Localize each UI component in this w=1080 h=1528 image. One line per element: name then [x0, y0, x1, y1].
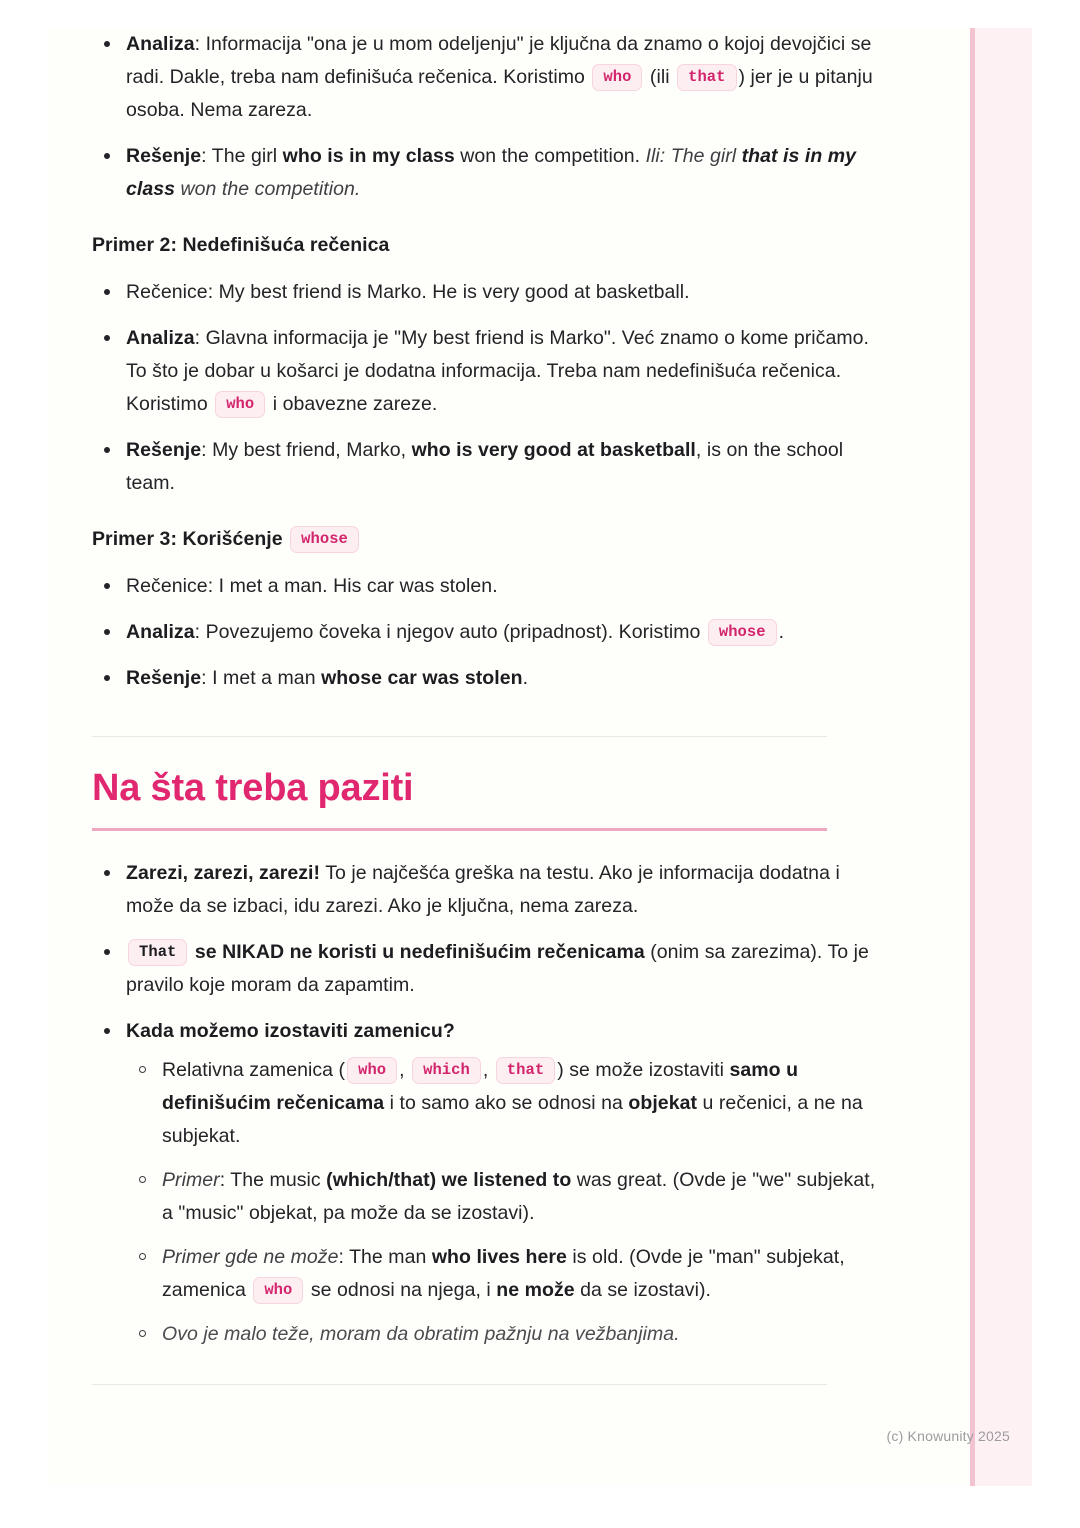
resenje-bold-a: whose car was stolen	[321, 667, 523, 689]
that-rule-bold: se NIKAD ne koristi u nedefinišućim rečenicama	[189, 940, 645, 963]
code-chip-that: that	[677, 64, 736, 91]
resenje-bold-a: who is very good at basketball	[411, 439, 696, 461]
resenje-label: Rešenje	[126, 145, 202, 167]
recenice-text: My best friend is Marko. He is very good at basketball.	[218, 281, 690, 303]
primer-ne-moze-label: Primer gde ne može	[162, 1245, 339, 1268]
analiza-text-b: (ili	[644, 66, 676, 88]
list-item	[92, 434, 882, 500]
resenje-label: Rešenje	[126, 439, 202, 461]
zarezi-bold: Zarezi, zarezi, zarezi!	[126, 861, 321, 884]
list-item	[126, 1164, 882, 1230]
analiza-text: Informacija "ona je u mom odeljenju" je ključna da znamo o kojoj devojčici se radi. Dakle, treba nam definišuća rečenica. Koristimo	[126, 33, 872, 88]
analiza-text-b: .	[778, 621, 785, 643]
right-margin-rule	[970, 28, 975, 1486]
sub3-text-d: da se izostavi).	[574, 1278, 711, 1301]
example2-analiza	[126, 322, 882, 421]
sub-item-primer-ne-moze	[162, 1241, 882, 1307]
resenje-text-a: I met a man	[212, 667, 322, 689]
sub1-text-d: u rečenici, a ne na subjekat.	[162, 1091, 863, 1147]
sub2-bold-a: (which/that) we listened to	[326, 1168, 572, 1191]
sub3-text-b: is old. (Ovde je "man" subjekat, zamenica	[162, 1245, 845, 1301]
colon: :	[201, 667, 213, 689]
colon: :	[194, 621, 206, 643]
sub3-text-a: : The man	[338, 1245, 432, 1268]
sub1-sep1: ,	[399, 1058, 411, 1081]
code-chip-who: who	[592, 64, 642, 91]
example2-recenice	[126, 276, 882, 309]
analiza-label: Analiza	[126, 33, 195, 55]
example3-heading-text: Primer 3: Korišćenje	[92, 528, 289, 550]
item-izostaviti	[126, 1015, 882, 1048]
zarezi-text: To je najčešća greška na testu. Ako je informacija dodatna i može da se izbaci, idu zarezi. Ako je ključna, nema zareza.	[126, 861, 840, 917]
example1-analiza	[126, 28, 882, 127]
sub1-sep2: ,	[482, 1058, 494, 1081]
example3-list	[92, 570, 882, 695]
analiza-label: Analiza	[126, 327, 195, 349]
resenje-bold-a: who is in my class	[282, 145, 455, 167]
that-rule-text: (onim sa zarezima). To je pravilo koje moram da zapamtim.	[126, 940, 869, 996]
resenje-text-b: .	[522, 667, 529, 689]
list-item	[126, 1318, 882, 1351]
list-item	[92, 662, 882, 695]
sub-item-primer	[162, 1164, 882, 1230]
resenje-italic-a: Ili: The girl	[645, 145, 742, 167]
example3-heading	[92, 524, 882, 554]
list-item	[92, 857, 882, 923]
document-content	[92, 28, 882, 1486]
section-title-rule	[92, 828, 827, 831]
colon: :	[194, 327, 206, 349]
footer-copyright: (c) Knowunity 2025	[886, 1428, 1010, 1444]
sub-item-relativna	[162, 1054, 882, 1153]
code-chip-that: That	[128, 939, 187, 966]
resenje-italic-b: won the competition.	[175, 178, 361, 200]
example2-list	[92, 276, 882, 500]
izostaviti-heading: Kada možemo izostaviti zamenicu?	[126, 1019, 455, 1042]
list-item	[92, 1015, 882, 1351]
list-item	[92, 28, 882, 127]
item-zarezi	[126, 857, 882, 923]
sub1-bold-b: objekat	[628, 1091, 698, 1114]
sub2-text-a: : The music	[219, 1168, 327, 1191]
list-item	[92, 570, 882, 603]
list-item	[92, 322, 882, 421]
list-item	[92, 140, 882, 206]
resenje-text-b: won the competition.	[454, 145, 646, 167]
recenice-label: Rečenice:	[126, 281, 219, 303]
sub3-bold-b: ne može	[496, 1278, 575, 1301]
resenje-text-a: My best friend, Marko,	[212, 439, 412, 461]
code-chip-whose: whose	[708, 619, 777, 646]
code-chip-whose: whose	[290, 526, 359, 553]
example2-heading: Primer 2: Nedefinišuća rečenica	[92, 234, 390, 256]
example3-resenje	[126, 662, 882, 695]
sub2-text-b: was great. (Ovde je "we" subjekat, a "music" objekat, pa može da se izostavi).	[162, 1168, 876, 1224]
code-chip-who: who	[253, 1277, 303, 1304]
resenje-text-a: The girl	[211, 145, 283, 167]
right-margin-strip	[975, 28, 1032, 1486]
resenje-text-b: , is on the school team.	[126, 439, 844, 494]
code-chip-who: who	[347, 1057, 397, 1084]
sub1-text-a: Relativna zamenica (	[162, 1058, 346, 1081]
sub1-bold-a: samo u definišućim rečenicama	[162, 1058, 799, 1114]
code-chip-which: which	[412, 1057, 481, 1084]
resenje-label: Rešenje	[126, 667, 202, 689]
colon: :	[201, 145, 212, 167]
recenice-label: Rečenice:	[126, 575, 219, 597]
resenje-bolditalic-a: that is in my class	[126, 145, 857, 200]
code-chip-that: that	[496, 1057, 555, 1084]
section-list	[92, 857, 882, 1351]
izostaviti-sublist	[126, 1054, 882, 1351]
sub1-text-c: i to samo ako se odnosi na	[384, 1091, 629, 1114]
analiza-text-c: ) jer je u pitanju osoba. Nema zareza.	[126, 66, 873, 121]
example3-analiza	[126, 616, 882, 649]
example1-resenje	[126, 140, 882, 206]
example1-list	[92, 28, 882, 206]
recenice-text: I met a man. His car was stolen.	[218, 575, 498, 597]
code-chip-who: who	[215, 391, 265, 418]
list-item	[126, 1241, 882, 1307]
colon: :	[201, 439, 213, 461]
list-item	[92, 936, 882, 1002]
sub1-text-b: ) se može izostaviti	[557, 1058, 730, 1081]
primer-label: Primer	[162, 1168, 220, 1191]
sub-item-note: Ovo je malo teže, moram da obratim pažnju na vežbanjima.	[162, 1322, 680, 1345]
analiza-text-a: Povezujemo čoveka i njegov auto (pripadnost). Koristimo	[205, 621, 706, 643]
list-item	[92, 276, 882, 309]
example3-recenice	[126, 570, 882, 603]
analiza-text-b: i obavezne zareze.	[267, 393, 438, 415]
analiza-label: Analiza	[126, 621, 195, 643]
example2-resenje	[126, 434, 882, 500]
sub3-text-c: se odnosi na njega, i	[305, 1278, 497, 1301]
colon: :	[194, 33, 206, 55]
section-divider-bottom	[92, 1384, 827, 1385]
page-title: Na šta treba paziti	[92, 767, 414, 809]
list-item	[126, 1054, 882, 1153]
list-item	[92, 616, 882, 649]
item-that-rule	[126, 936, 882, 1002]
document-sheet	[48, 28, 1032, 1486]
analiza-text-a: Glavna informacija je "My best friend is Marko". Već znamo o kome pričamo. To što je dobar u košarci je dodatna informacija. Treba nam nedefinišuća rečenica. Koristimo	[126, 327, 870, 415]
sub3-bold-a: who lives here	[431, 1245, 567, 1268]
